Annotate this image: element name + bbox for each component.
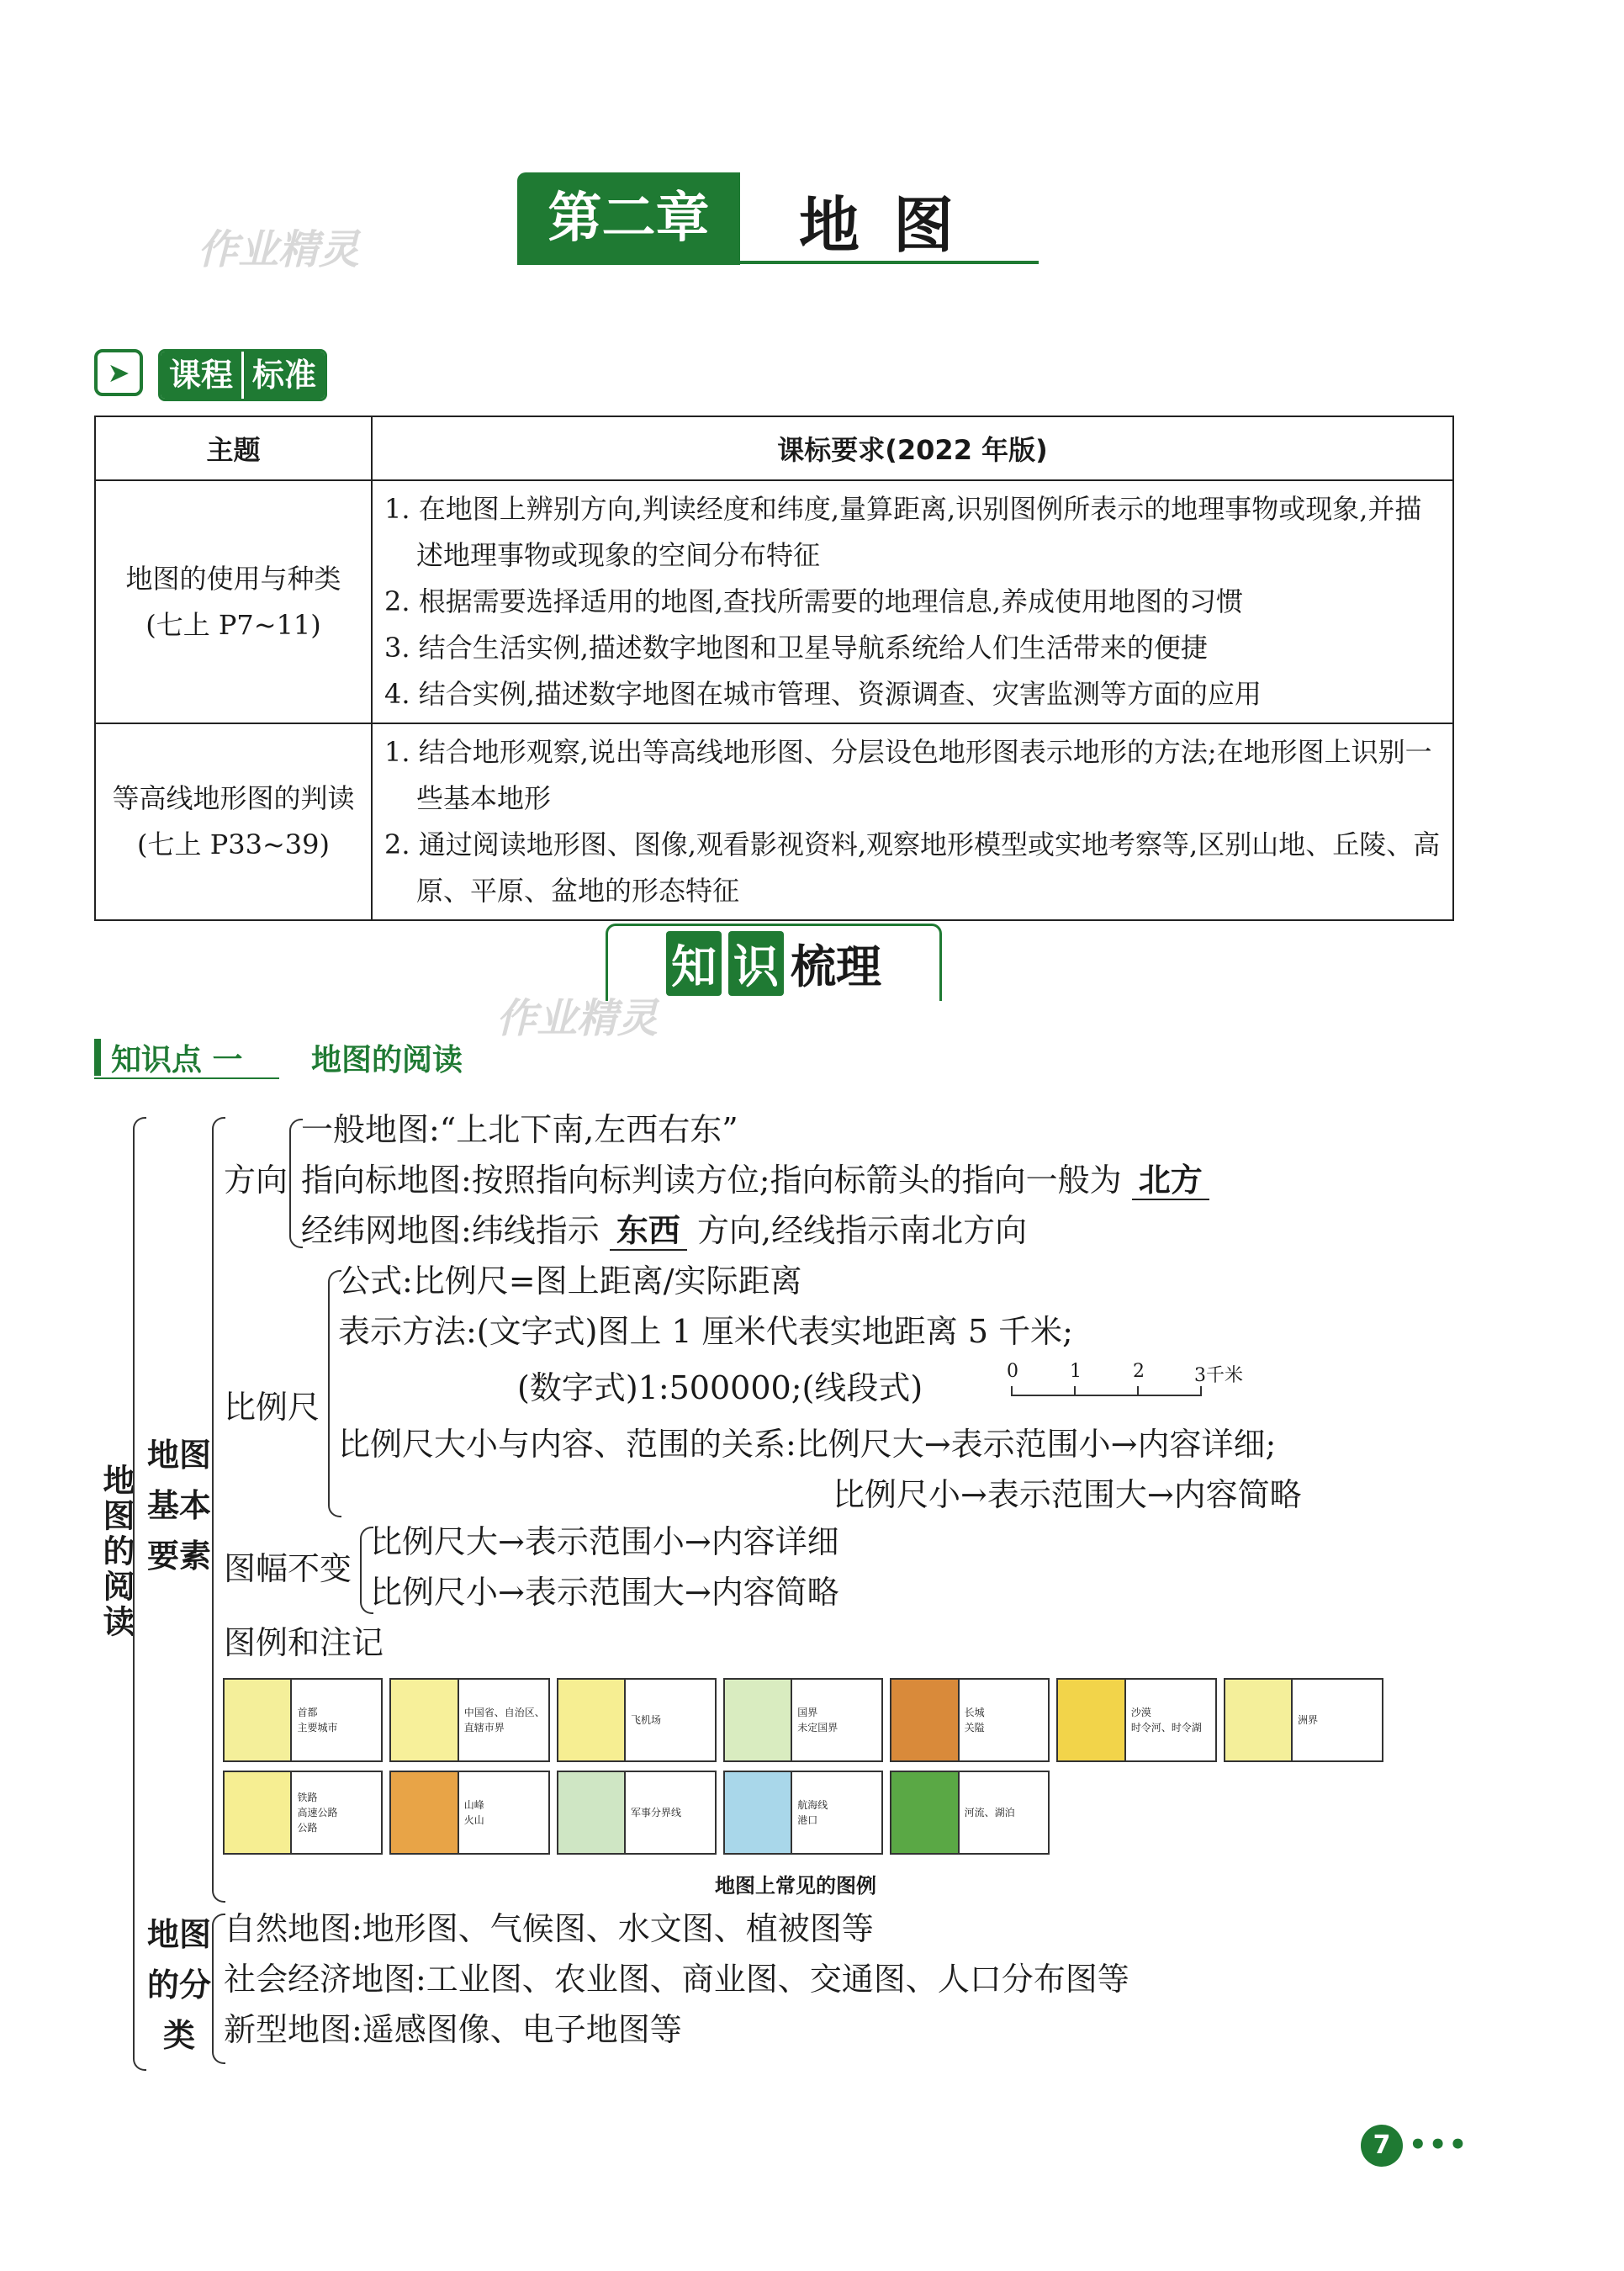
legend-map-sample <box>891 1772 957 1853</box>
legend-map-sample <box>225 1772 290 1853</box>
legend-symbols <box>290 1772 381 1853</box>
legend-cell <box>723 1678 883 1762</box>
scale-bar-tick <box>1137 1386 1139 1396</box>
frame-label: 图幅不变 <box>224 1550 352 1587</box>
banner-rest: 梳理 <box>791 940 881 993</box>
table-header-requirements: 课标要求(2022 年版) <box>372 416 1453 480</box>
legend-map-sample <box>1225 1680 1291 1760</box>
classification-label: 地图的分类 <box>146 1916 211 2054</box>
legend-symbols <box>1291 1680 1382 1760</box>
legend-symbols <box>290 1680 381 1760</box>
requirement-item: 3. 结合生活实例,描述数字地图和卫星导航系统给人们生活带来的便捷 <box>384 632 1208 664</box>
section-tag-part1: 课程 <box>161 352 241 399</box>
frame-line-1: 比例尺大→表示范围小→内容详细 <box>370 1523 839 1560</box>
table-requirements-cell <box>372 480 1453 723</box>
requirement-item: 4. 结合实例,描述数字地图在城市管理、资源调查、灾害监测等方面的应用 <box>384 678 1262 710</box>
legend-item: 铁路 <box>297 1792 318 1803</box>
chapter-label: 第二章 <box>517 172 740 265</box>
kp-title: 地图的阅读 <box>311 1043 463 1077</box>
scale-bar-tick <box>1074 1386 1076 1396</box>
legend-map-sample <box>725 1680 791 1760</box>
legend-item: 主要城市 <box>297 1722 338 1734</box>
requirement-item: 1. 在地图上辨别方向,判读经度和纬度,量算距离,识别图例所表示的地理事物或现象,并描述地理事物或现象的空间分布特征 <box>384 493 1422 571</box>
legend-cell <box>723 1771 883 1855</box>
legend-cell <box>890 1771 1050 1855</box>
scale-tick-label: 2 <box>1133 1361 1145 1382</box>
scale-bar-tick <box>1011 1386 1013 1396</box>
watermark: 作业精灵 <box>198 226 360 273</box>
legend-item: 航海线 <box>797 1799 828 1811</box>
legend-item: 首都 <box>297 1707 318 1718</box>
root-label: 地图的阅读 <box>98 1464 135 1640</box>
scale-bracket <box>328 1270 341 1517</box>
legend-item: 长城 <box>964 1707 985 1718</box>
legend-cell <box>1224 1678 1383 1762</box>
frame-line-2: 比例尺小→表示范围大→内容简略 <box>370 1574 839 1611</box>
classification-item: 社会经济地图:工业图、农业图、商业图、交通图、人口分布图等 <box>224 1961 1129 1998</box>
legend-symbols <box>624 1772 715 1853</box>
legend-item: 港口 <box>797 1814 818 1826</box>
legend-item: 未定国界 <box>797 1722 838 1734</box>
legend-label: 图例和注记 <box>224 1624 384 1661</box>
classification-item: 新型地图:遥感图像、电子地图等 <box>224 2011 682 2048</box>
kp-bar <box>94 1039 101 1076</box>
legend-item: 飞机场 <box>631 1714 662 1726</box>
chapter-title: 地图 <box>799 190 988 261</box>
legend-cell <box>1056 1678 1216 1762</box>
legend-symbols <box>458 1772 548 1853</box>
legend-symbols <box>458 1680 548 1760</box>
legend-map-sample <box>558 1772 624 1853</box>
legend-item: 火山 <box>463 1814 484 1826</box>
legend-symbols <box>791 1680 881 1760</box>
chapter-underline <box>517 261 1039 264</box>
scale-tick-label: 0 <box>1007 1361 1018 1382</box>
scale-tick-label: 3千米 <box>1194 1365 1243 1386</box>
table-requirements-cell <box>372 723 1453 920</box>
section-tag-part2: 标准 <box>241 352 325 399</box>
legend-map-sample <box>558 1680 624 1760</box>
table-topic-cell <box>95 723 372 920</box>
legend-map-sample <box>391 1772 457 1853</box>
scale-relation-1: 比例尺大小与内容、范围的关系:比例尺大→表示范围小→内容详细; <box>338 1426 1277 1463</box>
requirement-item: 2. 通过阅读地形图、图像,观看影视资料,观察地形模型或实地考察等,区别山地、丘陵、高原、平原、盆地的形态特征 <box>384 828 1441 907</box>
scale-bar-line <box>1011 1395 1200 1396</box>
watermark: 作业精灵 <box>496 995 659 1042</box>
requirement-item: 2. 根据需要选择适用的地图,查找所需要的地理信息,养成使用地图的习惯 <box>384 585 1244 617</box>
scale-method-text: 表示方法:(文字式)图上 1 厘米代表实地距离 5 千米; <box>338 1313 1073 1350</box>
direction-label: 方向 <box>224 1162 288 1199</box>
table-header-topic: 主题 <box>95 416 372 480</box>
legend-map-sample <box>391 1680 457 1760</box>
elements-label: 地图基本要素 <box>146 1437 211 1575</box>
topic-name: 等高线地形图的判读 <box>112 782 355 814</box>
legend-symbols <box>791 1772 881 1853</box>
legend-symbols <box>624 1680 715 1760</box>
scale-bar-tick <box>1200 1386 1202 1396</box>
legend-grid <box>223 1678 1383 1855</box>
legend-cell <box>557 1678 717 1762</box>
kp-underline <box>94 1077 279 1079</box>
legend-caption: 地图上常见的图例 <box>715 1874 876 1898</box>
direction-line-1: 一般地图:“上北下南,左西右东” <box>301 1111 738 1148</box>
legend-item: 洲界 <box>1298 1714 1319 1726</box>
kp-label: 知识点 一 <box>111 1043 243 1077</box>
legend-cell <box>557 1771 717 1855</box>
legend-item: 高速公路 <box>297 1807 338 1818</box>
page-dots: ••• <box>1409 2128 1469 2162</box>
banner-char-2: 识 <box>728 931 784 996</box>
scale-bar <box>1005 1361 1243 1406</box>
legend-item: 中国省、自治区、直辖市界 <box>463 1707 545 1734</box>
classification-item: 自然地图:地形图、气候图、水文图、植被图等 <box>224 1910 874 1947</box>
scale-method-number: (数字式)1:500000;(线段式) <box>517 1369 923 1406</box>
section-tag <box>158 349 327 401</box>
legend-item: 军事分界线 <box>631 1807 682 1818</box>
answer-north: 北方 <box>1132 1162 1209 1200</box>
legend-item: 河流、湖泊 <box>964 1807 1015 1818</box>
scale-label: 比例尺 <box>224 1389 320 1426</box>
legend-item: 关隘 <box>964 1722 985 1734</box>
legend-cell <box>389 1771 549 1855</box>
legend-symbols <box>1124 1680 1215 1760</box>
scale-relation-2: 比例尺小→表示范围大→内容简略 <box>833 1476 1302 1513</box>
topic-pages: (七上 P33~39) <box>137 828 330 860</box>
legend-map-sample <box>891 1680 957 1760</box>
legend-item: 时令河、时令湖 <box>1130 1722 1202 1734</box>
legend-cell <box>223 1771 383 1855</box>
legend-symbols <box>958 1772 1049 1853</box>
requirement-item: 1. 结合地形观察,说出等高线地形图、分层设色地形图表示地形的方法;在地形图上识别一些基本地形 <box>384 736 1432 814</box>
answer-east-west: 东西 <box>610 1212 687 1251</box>
table-topic-cell <box>95 480 372 723</box>
scale-formula: 公式:比例尺=图上距离/实际距离 <box>338 1263 802 1300</box>
legend-symbols <box>958 1680 1049 1760</box>
legend-item: 国界 <box>797 1707 818 1718</box>
legend-map-sample <box>225 1680 290 1760</box>
legend-map-sample <box>725 1772 791 1853</box>
legend-cell <box>389 1678 549 1762</box>
legend-cell <box>890 1678 1050 1762</box>
direction-line-2: 指向标地图:按照指向标判读方位;指向标箭头的指向一般为 北方 <box>301 1159 1209 1201</box>
direction-line-3: 经纬网地图:纬线指示 东西 方向,经线指示南北方向 <box>301 1212 1028 1249</box>
page-number: 7 <box>1361 2125 1403 2167</box>
topic-name: 地图的使用与种类 <box>125 562 341 595</box>
legend-cell <box>223 1678 383 1762</box>
paper-plane-icon: ➤ <box>94 349 143 396</box>
legend-map-sample <box>1058 1680 1124 1760</box>
scale-tick-label: 1 <box>1070 1361 1082 1382</box>
legend-item: 沙漠 <box>1130 1707 1151 1718</box>
topic-pages: (七上 P7~11) <box>145 608 321 641</box>
legend-item: 山峰 <box>463 1799 484 1811</box>
banner-char-1: 知 <box>666 931 722 996</box>
standards-table <box>94 416 1454 921</box>
legend-item: 公路 <box>297 1822 318 1834</box>
